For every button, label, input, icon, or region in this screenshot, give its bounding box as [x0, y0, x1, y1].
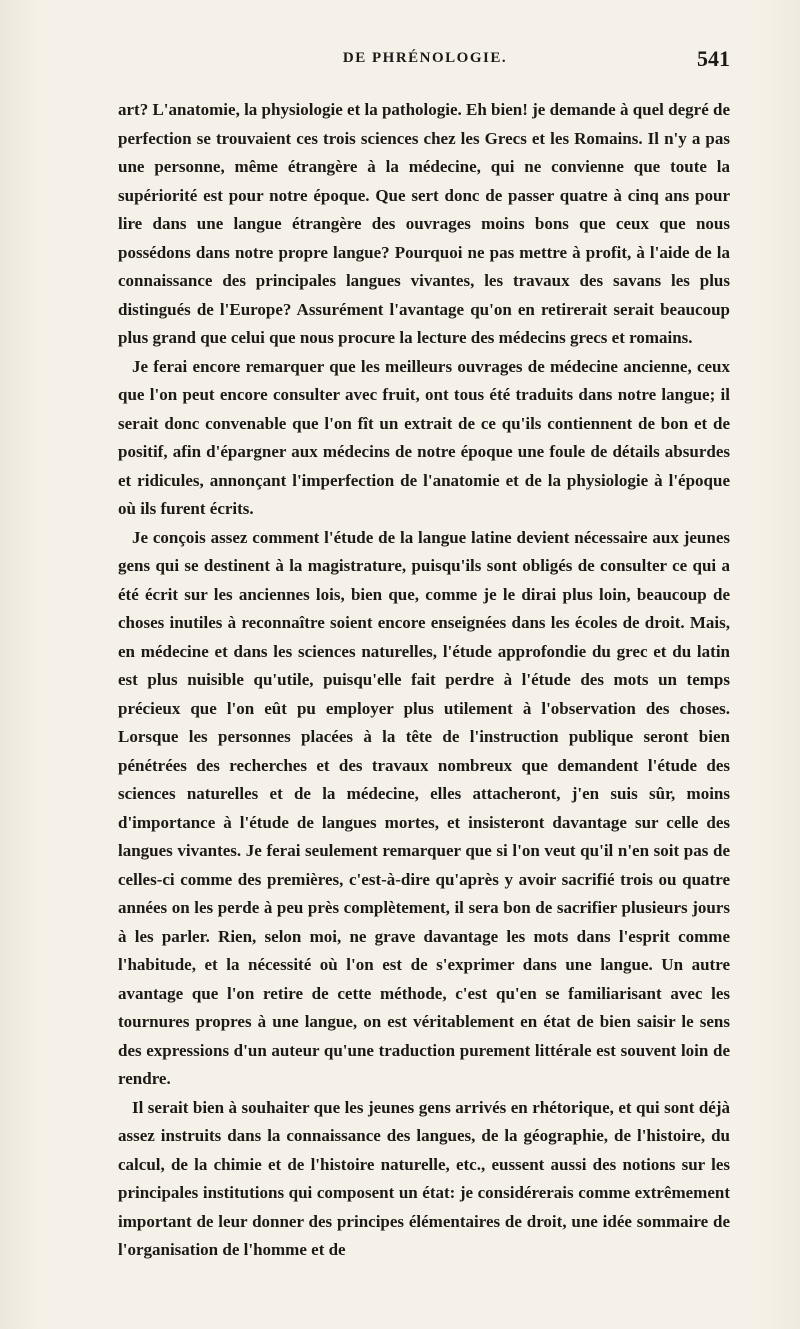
body-text: [118, 96, 730, 1265]
paragraph-1: art? L'anatomie, la physiologie et la pathologie. Eh bien! je demande à quel degré de perfection se trouvaient ces trois sciences chez les Grecs et les Romains. Il n'y a pas une personne, même étrangère à la médecine, qui ne convienne que toute la supériorité est pour notre époque. Que sert donc de passer quatre à cinq ans pour lire dans une langue étrangère des ouvrages moins bons que ceux que nous possédons dans notre propre langue? Pourquoi ne pas mettre à profit, à l'aide de la connaissance des principales langues vivantes, les travaux des savans les plus distingués de l'Europe? Assurément l'avantage qu'on en retirerait serait beaucoup plus grand que celui que nous procure la lecture des médecins grecs et romains.: [118, 100, 730, 347]
running-head: [120, 46, 730, 80]
paragraph-3: Je conçois assez comment l'étude de la langue latine devient nécessaire aux jeunes gens qui se destinent à la magistrature, puisqu'ils sont obligés de consulter ce qui a été écrit sur les anciennes lois, bien que, comme je le dirai plus loin, beaucoup de choses inutiles à reconnaître soient encore enseignées dans les écoles de droit. Mais, en médecine et dans les sciences naturelles, l'étude approfondie du grec et du latin est plus nuisible qu'utile, puisqu'elle fait perdre à l'étude des mots un temps précieux que l'on eût pu employer plus utilement à l'observation des choses. Lorsque les personnes placées à la tête de l'instruction publique seront bien pénétrées des recherches et des travaux nombreux que demandent l'étude des sciences naturelles et de la médecine, elles attacheront, j'en suis sûr, moins d'importance à l'étude de langues mortes, et insisteront davantage sur celle des langues vivantes. Je ferai seulement remarquer que si l'on veut qu'il n'en soit pas de celles-ci comme des premières, c'est-à-dire qu'après y avoir sacrifié trois ou quatre années on les perde à peu près complètement, il sera bon de sacrifier plusieurs jours à les parler. Rien, selon moi, ne grave davantage les mots dans l'esprit comme l'habitude, et la nécessité où l'on est de s'exprimer dans une langue. Un autre avantage que l'on retire de cette méthode, c'est qu'en se familiarisant avec les tournures propres à une langue, on est véritablement en état de bien saisir le sens des expressions d'un auteur qu'une traduction purement littérale est souvent loin de rendre.: [118, 527, 730, 1088]
paragraph-2: Je ferai encore remarquer que les meilleurs ouvrages de médecine ancienne, ceux que l'on peut encore consulter avec fruit, ont tous été traduits dans notre langue; il serait donc convenable que l'on fît un extrait de ce qu'ils contiennent de bon et de positif, afin d'épargner aux médecins de notre époque une foule de détails absurdes et ridicules, annonçant l'imperfection de l'anatomie et de la physiologie à l'époque où ils furent écrits.: [118, 356, 730, 518]
running-title: DE PHRÉNOLOGIE.: [342, 50, 508, 66]
page-number: 541: [697, 46, 730, 71]
paragraph-4: Il serait bien à souhaiter que les jeunes gens arrivés en rhétorique, et qui sont déjà assez instruits dans la connaissance des langues, de la géographie, de l'histoire, du calcul, de la chimie et de l'histoire naturelle, etc., eussent aussi des notions sur les principales institutions qui composent un état: je considérerais comme extrêmement important de leur donner des principes élémentaires de droit, une idée sommaire de l'organisation de l'homme et de: [118, 1097, 730, 1259]
